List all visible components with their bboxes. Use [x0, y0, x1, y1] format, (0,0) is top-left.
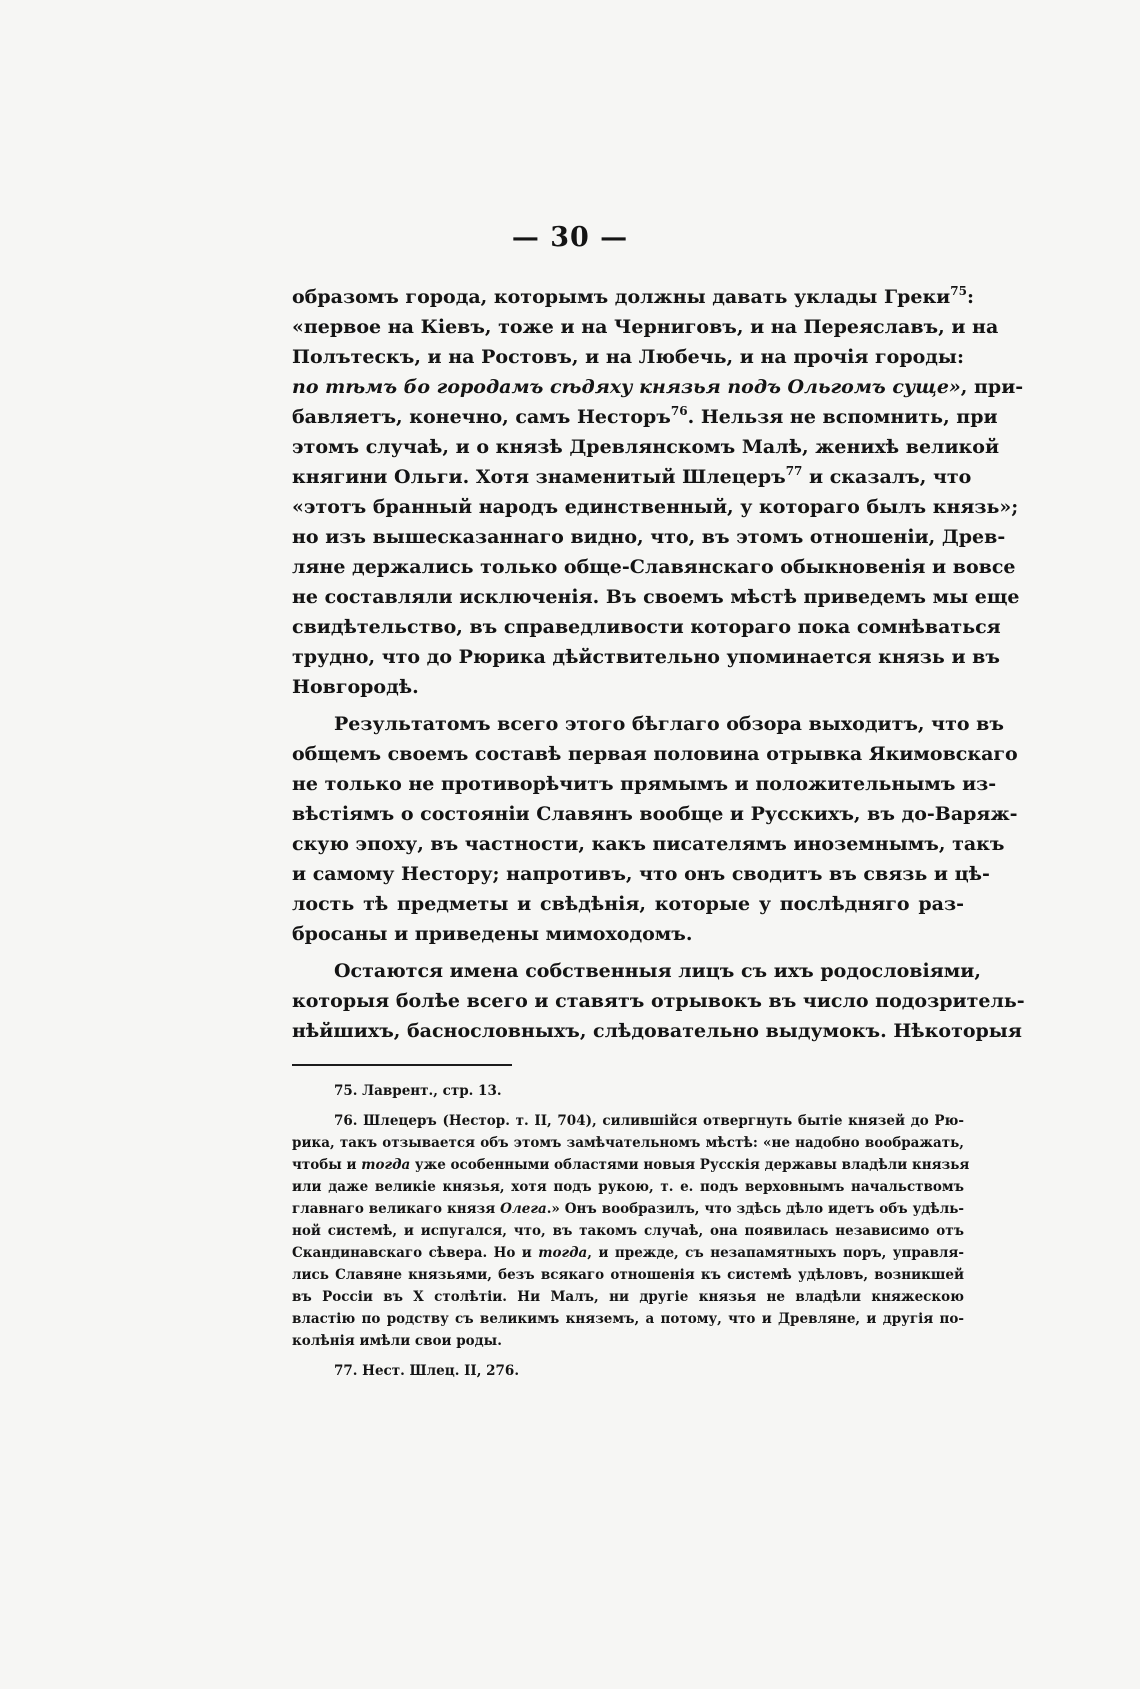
text-line: общемъ своемъ составѣ первая половина отрывка Якимовскаго: [292, 743, 1018, 765]
italic-quote: по тѣмъ бо городамъ сѣдяху князья подъ Ольгомъ суще»: [292, 376, 961, 398]
text-run: княгини Ольги. Хотя знаменитый Шлецеръ: [292, 466, 786, 488]
text-line: нѣйшихъ, баснословныхъ, слѣдовательно выдумокъ. Нѣкоторыя: [292, 1020, 1022, 1042]
text-line: и самому Нестору; напротивъ, что онъ сводитъ въ связь и цѣ-: [292, 863, 990, 885]
italic-word: тогда: [361, 1157, 411, 1173]
footnotes: [292, 1080, 970, 1382]
footnote-line: рика, такъ отзывается объ этомъ замѣчательномъ мѣстѣ: «не надобно воображать,: [292, 1135, 964, 1151]
text-line: не только не противорѣчитъ прямымъ и положительнымъ из-: [292, 773, 997, 795]
footnote-line: [292, 1176, 964, 1198]
text-line: трудно, что до Рюрика дѣйствительно упоминается князь и въ: [292, 646, 1000, 668]
text-line: свидѣтельство, въ справедливости котораго пока сомнѣваться: [292, 616, 1001, 638]
text-line: скую эпоху, въ частности, какъ писателямъ иноземнымъ, такъ: [292, 833, 1005, 855]
footnote-ref-77: 77: [785, 464, 803, 478]
text-run: уже особенными областями новыя Русскія державы владѣли князья: [410, 1157, 970, 1173]
text-run: или даже великіе князья, хотя подъ рукою, т. е. подъ верховнымъ начальствомъ: [292, 1179, 964, 1195]
italic-word: Олега: [500, 1201, 547, 1217]
text-line: [292, 402, 998, 432]
paragraph-2: [292, 709, 1018, 949]
paragraph-3: [292, 956, 1025, 1046]
text-run: , при-: [960, 376, 1024, 398]
paragraph-1: [292, 282, 1024, 702]
footnote-line: [292, 1198, 964, 1220]
text-run: главнаго великаго князя: [292, 1201, 501, 1217]
text-line: но изъ вышесказаннаго видно, что, въ этомъ отношеніи, Древ-: [292, 526, 1006, 548]
text-line: [292, 282, 974, 312]
footnote-line: лись Славяне князьями, безъ всякаго отношенія къ системѣ удѣловъ, возникшей: [292, 1267, 964, 1283]
page-number: — 30 —: [511, 222, 629, 253]
text-run: Скандинавскаго сѣвера. Но и: [292, 1245, 539, 1261]
footnote-76: [292, 1110, 970, 1352]
text-run: .» Онъ вообразилъ, что здѣсь дѣло идетъ объ удѣль-: [546, 1201, 964, 1217]
text-run: бавляетъ, конечно, самъ Несторъ: [292, 406, 671, 428]
text-line: «первое на Кіевъ, тоже и на Черниговъ, и на Переяславъ, и на: [292, 316, 999, 338]
footnote-75: 75. Лаврент., стр. 13.: [334, 1083, 502, 1099]
text-line: которыя болѣе всего и ставятъ отрывокъ въ число подозритель-: [292, 990, 1025, 1012]
text-run: , и прежде, съ незапамятныхъ поръ, управля-: [587, 1245, 964, 1261]
text-line: Полътескъ, и на Ростовъ, и на Любечь, и на прочія городы:: [292, 346, 964, 368]
text-run: . Нельзя не вспомнить, при: [687, 406, 998, 428]
text-line: этомъ случаѣ, и о князѣ Древлянскомъ Малѣ, женихѣ великой: [292, 436, 1000, 458]
text-line: [292, 372, 1024, 402]
footnote-line: 76. Шлецеръ (Нестор. т. II, 704), силившійся отвергнуть бытіе князей до Рю-: [334, 1113, 964, 1129]
text-line: бросаны и приведены мимоходомъ.: [292, 923, 693, 945]
main-text: [292, 282, 1025, 1046]
text-run: и сказалъ, что: [802, 466, 972, 488]
footnote-line: въ Россіи въ X столѣтіи. Ни Малъ, ни другіе князья не владѣли княжескою: [292, 1289, 964, 1305]
footnote-ref-75: 75: [950, 284, 967, 298]
text-line: не составляли исключенія. Въ своемъ мѣстѣ приведемъ мы еще: [292, 586, 1020, 608]
footnote-line: колѣнія имѣли свои роды.: [292, 1333, 502, 1349]
footnote-line: [292, 1242, 964, 1264]
text-line: «этотъ бранный народъ единственный, у котораго былъ князь»;: [292, 496, 1019, 518]
footnote-77: 77. Нест. Шлец. II, 276.: [334, 1363, 520, 1379]
text-line: ляне держались только обще-Славянскаго обыкновенія и вовсе: [292, 556, 1016, 578]
footnote-line: властію по родству съ великимъ княземъ, а потому, что и Древляне, и другія по-: [292, 1311, 964, 1327]
text-line: вѣстіямъ о состояніи Славянъ вообще и Русскихъ, въ до-Варяж-: [292, 803, 1018, 825]
text-run: чтобы и: [292, 1157, 362, 1173]
footnote-line: [292, 1154, 970, 1176]
text-run: :: [966, 286, 974, 308]
text-line: Результатомъ всего этого бѣглаго обзора выходитъ, что въ: [334, 713, 1004, 735]
text-line: Остаются имена собственныя лицъ съ ихъ родословіями,: [334, 960, 981, 982]
italic-word: тогда: [538, 1245, 588, 1261]
text-line: [292, 462, 972, 492]
footnote-ref-76: 76: [670, 404, 688, 418]
text-line: Новгородѣ.: [292, 676, 419, 698]
text-line: лость тѣ предметы и свѣдѣнія, которые у послѣдняго раз-: [292, 893, 964, 915]
footnote-separator: [292, 1064, 512, 1066]
text-run: образомъ города, которымъ должны давать уклады Греки: [292, 286, 951, 308]
footnote-line: ной системѣ, и испугался, что, въ такомъ случаѣ, она появилась независимо отъ: [292, 1223, 964, 1239]
